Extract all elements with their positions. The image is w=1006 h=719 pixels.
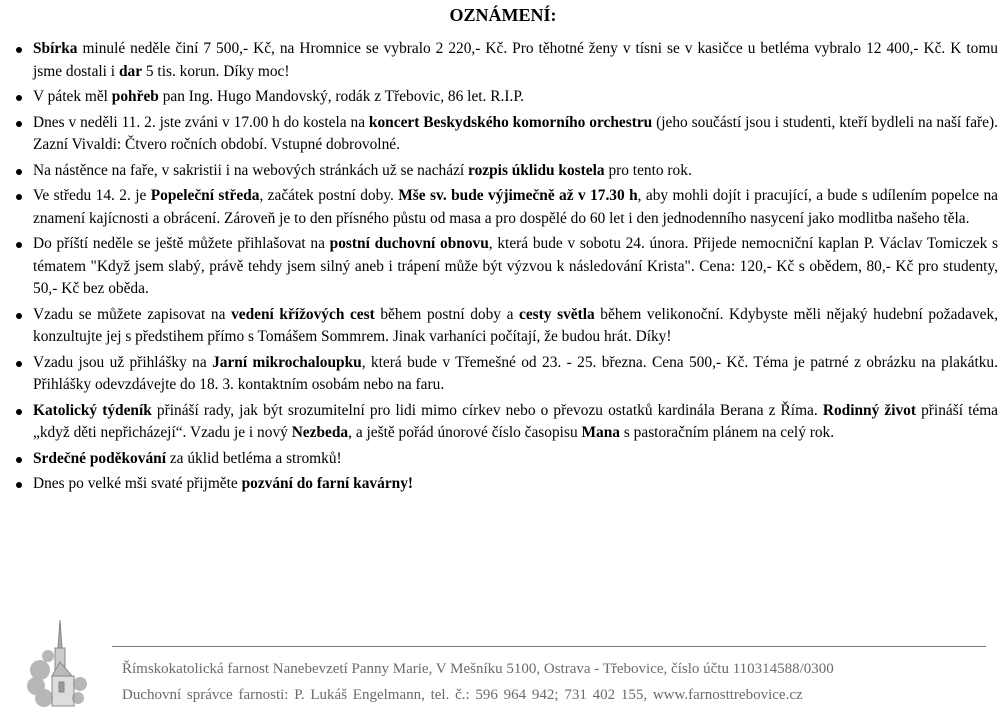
church-logo-icon — [22, 618, 92, 718]
bullet-icon — [16, 47, 22, 53]
bullet-icon — [16, 313, 22, 319]
text: Na nástěnce na faře, v sakristii i na webových stránkách už se nachází — [33, 161, 469, 179]
list-item — [14, 160, 998, 183]
bold-text: Mše sv. bude výjimečně až v 17.30 h — [398, 187, 638, 204]
bullet-icon — [16, 409, 22, 415]
text: V pátek měl — [33, 88, 112, 105]
text: , která bude v sobotu 24. února. Přijede nemocniční kaplan P. Václav Tomiczek s tématem "Když jsem slabý, právě tehdy jsem silný aneb i trápení může být výzvou k následování Krista". Cena: 120,- Kč s obědem, 80,- Kč pro studenty, 50,- Kč bez oběda. — [33, 235, 999, 297]
text: přináší téma „když děti nepřicházejí“. Vzadu je i nový — [33, 401, 998, 441]
bold-text: Jarní mikrochaloupku — [212, 353, 362, 371]
footer-contact-info: Duchovní správce farnosti: P. Lukáš Engelmann, tel. č.: 596 964 942; 731 402 155, www.farnosttrebovice.cz — [122, 687, 803, 703]
list-item — [14, 233, 998, 301]
bold-text: koncert Beskydského komorního orchestru — [368, 113, 653, 131]
list-item — [14, 185, 998, 230]
list-item — [14, 473, 998, 496]
bold-text: Rodinný život — [822, 401, 917, 419]
list-item — [14, 112, 998, 157]
bullet-icon — [16, 169, 22, 175]
text: během velikonoční. Kdybyste měli nějaký hudební požadavek, konzultujte jej s předstihem přímo s Tomášem Sommrem. Jinak varhaníci počítají, že budou hrát. Díky! — [33, 305, 999, 345]
list-item — [14, 448, 998, 471]
list-item — [14, 38, 998, 83]
bullet-icon — [16, 194, 22, 200]
text: Dnes v neděli 11. 2. jste zváni v 17.00 h do kostela na — [33, 113, 369, 131]
text: Vzadu se můžete zapisovat na — [33, 305, 232, 323]
bullet-icon — [16, 242, 22, 248]
text: pro tento rok. — [604, 161, 692, 179]
text: přináší rady, jak být srozumitelní pro lidi mimo církev nebo o převozu ostatků kardinála Berana z Říma. — [151, 401, 823, 419]
text: s pastoračním plánem na celý rok. — [619, 424, 835, 441]
text: 5 tis. korun. Díky moc! — [142, 62, 290, 80]
text: Ve středu 14. 2. je — [33, 187, 151, 204]
text: (jeho součástí jsou i studenti, kteří bydleli na naší faře). Zazní Vivaldi: Čtvero ročních období. Vstupné dobrovolné. — [33, 113, 998, 153]
bold-text: Mana — [581, 424, 620, 441]
text: , začátek postní doby. — [259, 187, 399, 204]
text: Vzadu jsou už přihlášky na — [33, 353, 213, 371]
bullet-icon — [16, 457, 22, 463]
bold-text: dar — [118, 62, 143, 80]
list-item — [14, 352, 998, 397]
page-title: OZNÁMENÍ: — [449, 5, 557, 25]
bullet-icon — [16, 482, 22, 488]
text: , aby mohli dojít i pracující, a bude s udílením popelce na znamení kajícnosti a obrácení. Zároveň je to den přísného půstu od masa a pro dospělé do 60 let i den jednodenního nasycení jako modlitba našeho těla. — [33, 187, 999, 227]
announcement-list — [14, 38, 998, 499]
list-item — [14, 86, 998, 109]
text: pan Ing. Hugo Mandovský, rodák z Třebovic, 86 let. R.I.P. — [158, 88, 525, 105]
text: , která bude v Třemešné od 23. - 25. března. Cena 500,- Kč. Téma je patrné z obrázku na plakátku. Přihlášky odevzdávejte do 18. 3. kontaktním osobám nebo na faru. — [33, 353, 998, 393]
text: Dnes po velké mši svaté přijměte — [33, 475, 242, 492]
bullet-icon — [16, 361, 22, 367]
bullet-icon — [16, 95, 22, 101]
text: za úklid betléma a stromků! — [165, 449, 342, 467]
list-item — [14, 400, 998, 445]
footer-divider — [112, 646, 986, 647]
text: , a ještě pořád únorové číslo časopisu — [348, 424, 582, 441]
text: Do příští neděle se ještě můžete přihlašovat na — [33, 235, 330, 252]
bold-text: cesty světla — [519, 305, 595, 323]
bold-text: Katolický týdeník — [33, 401, 152, 419]
bold-text: pozvání do farní kavárny! — [241, 475, 414, 492]
text: během postní doby a — [374, 305, 520, 323]
bullet-icon — [16, 121, 22, 127]
text: minulé neděle činí 7 500,- Kč, na Hromnice se vybralo 2 220,- Kč. Pro těhotné ženy v tísni se v kasičce u betléma vybralo 12 400,- Kč. K tomu jsme dostali i — [33, 40, 998, 80]
footer-parish-info: Římskokatolická farnost Nanebevzetí Panny Marie, V Mešníku 5100, Ostrava - Třebovice, číslo účtu 110314588/0300 — [122, 661, 834, 677]
bold-text: rozpis úklidu kostela — [468, 161, 605, 179]
bold-text: postní duchovní obnovu — [329, 235, 489, 252]
bold-text: Popeleční středa — [150, 187, 260, 204]
bold-text: Nezbeda — [291, 424, 349, 441]
bold-text: Sbírka — [33, 40, 78, 57]
list-item — [14, 304, 998, 349]
bold-text: vedení křížových cest — [231, 305, 375, 323]
bold-text: Srdečné poděkování — [33, 449, 166, 467]
bold-text: pohřeb — [111, 88, 159, 105]
